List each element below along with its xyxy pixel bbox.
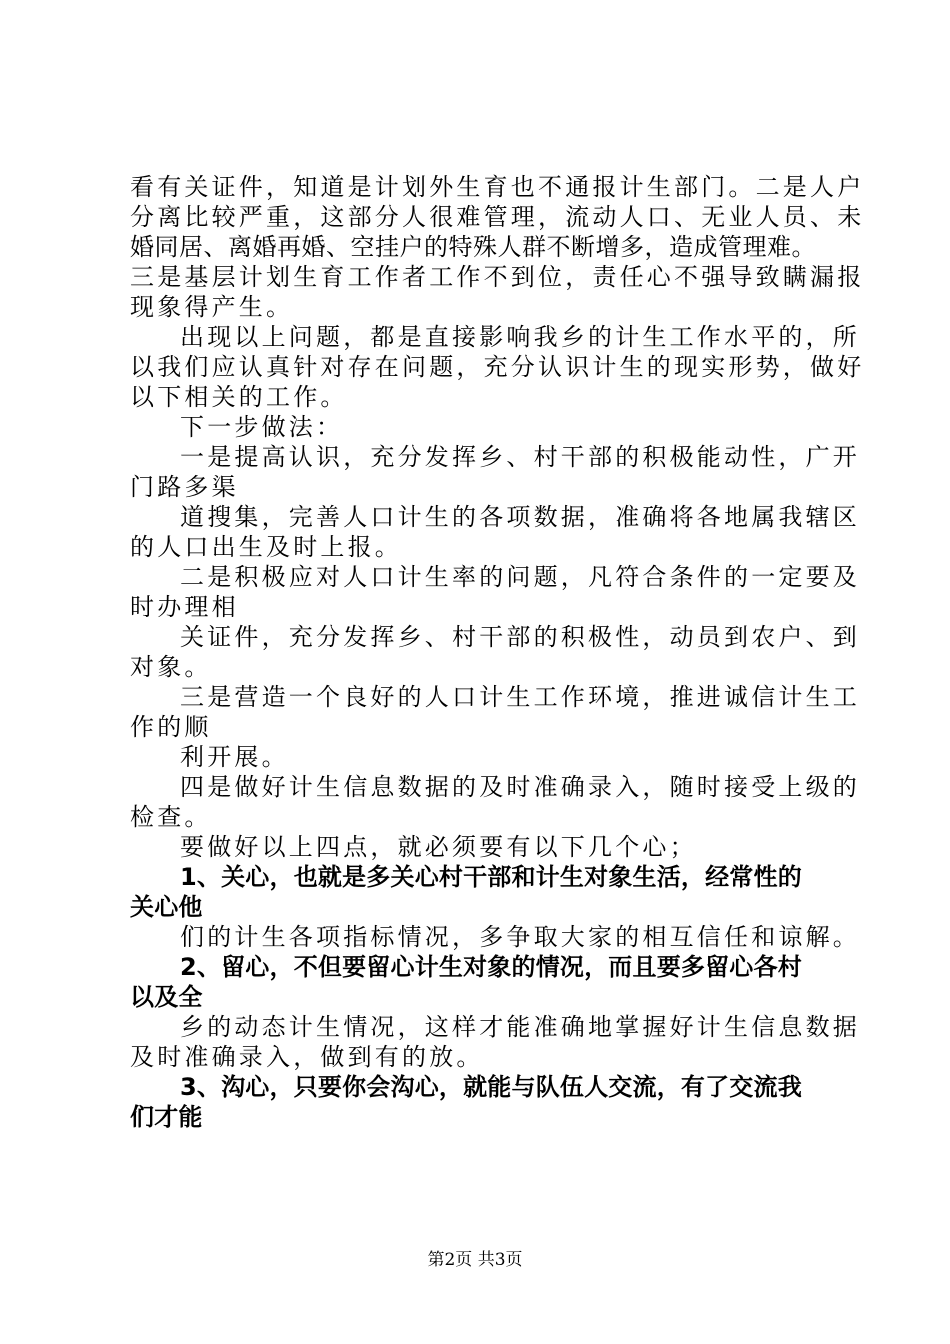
text-line-29: 乡的动态计生情况，这样才能准确地掌握好计生信息数据 <box>180 1013 860 1041</box>
text-line-13: 的人口出生及时上报。 <box>130 533 402 561</box>
text-line-7: 以我们应认真针对存在问题，充分认识计生的现实形势，做好 <box>130 353 865 381</box>
text-line-17: 对象。 <box>130 653 212 681</box>
text-line-15: 时办理相 <box>130 593 239 621</box>
text-line-8: 以下相关的工作。 <box>130 383 348 411</box>
text-line-10: 一是提高认识，充分发挥乡、村干部的积极能动性，广开 <box>180 443 860 471</box>
text-line-28: 以及全 <box>130 983 203 1011</box>
text-line-12: 道搜集，完善人口计生的各项数据，准确将各地属我辖区 <box>180 503 860 531</box>
text-line-1: 看有关证件，知道是计划外生育也不通报计生部门。二是人户 <box>130 173 865 201</box>
text-line-14: 二是积极应对人口计生率的问题，凡符合条件的一定要及 <box>180 563 860 591</box>
text-line-21: 四是做好计生信息数据的及时准确录入，随时接受上级的 <box>180 773 860 801</box>
text-line-23: 要做好以上四点，就必须要有以下几个心； <box>180 833 697 861</box>
text-line-19: 作的顺 <box>130 713 212 741</box>
text-line-22: 检查。 <box>130 803 212 831</box>
text-line-31: 3、沟心，只要你会沟心，就能与队伍人交流，有了交流我 <box>180 1073 802 1101</box>
text-line-18: 三是营造一个良好的人口计生工作环境，推进诚信计生工 <box>180 683 860 711</box>
text-line-6: 出现以上问题，都是直接影响我乡的计生工作水平的，所 <box>180 323 860 351</box>
text-line-25: 关心他 <box>130 893 203 921</box>
text-line-26: 们的计生各项指标情况，多争取大家的相互信任和谅解。 <box>180 923 860 951</box>
text-line-9: 下一步做法： <box>180 413 344 441</box>
text-line-20: 利开展。 <box>180 743 289 771</box>
document-body <box>130 172 865 1132</box>
text-line-32: 们才能 <box>130 1103 203 1131</box>
page-number-footer: 第2页 共3页 <box>427 1250 523 1270</box>
text-line-3: 婚同居、离婚再婚、空挂户的特殊人群不断增多，造成管理难。 <box>130 233 816 261</box>
text-line-2: 分离比较严重，这部分人很难管理，流动人口、无业人员、未 <box>130 203 865 231</box>
text-line-16: 关证件，充分发挥乡、村干部的积极性，动员到农户、到 <box>180 623 860 651</box>
text-line-27: 2、留心，不但要留心计生对象的情况，而且要多留心各村 <box>180 953 802 981</box>
text-line-30: 及时准确录入，做到有的放。 <box>130 1043 484 1071</box>
text-line-11: 门路多渠 <box>130 473 239 501</box>
text-line-5: 现象得产生。 <box>130 293 294 321</box>
text-line-24: 1、关心，也就是多关心村干部和计生对象生活，经常性的 <box>180 863 802 891</box>
text-line-4: 三是基层计划生育工作者工作不到位，责任心不强导致瞒漏报 <box>130 263 865 291</box>
